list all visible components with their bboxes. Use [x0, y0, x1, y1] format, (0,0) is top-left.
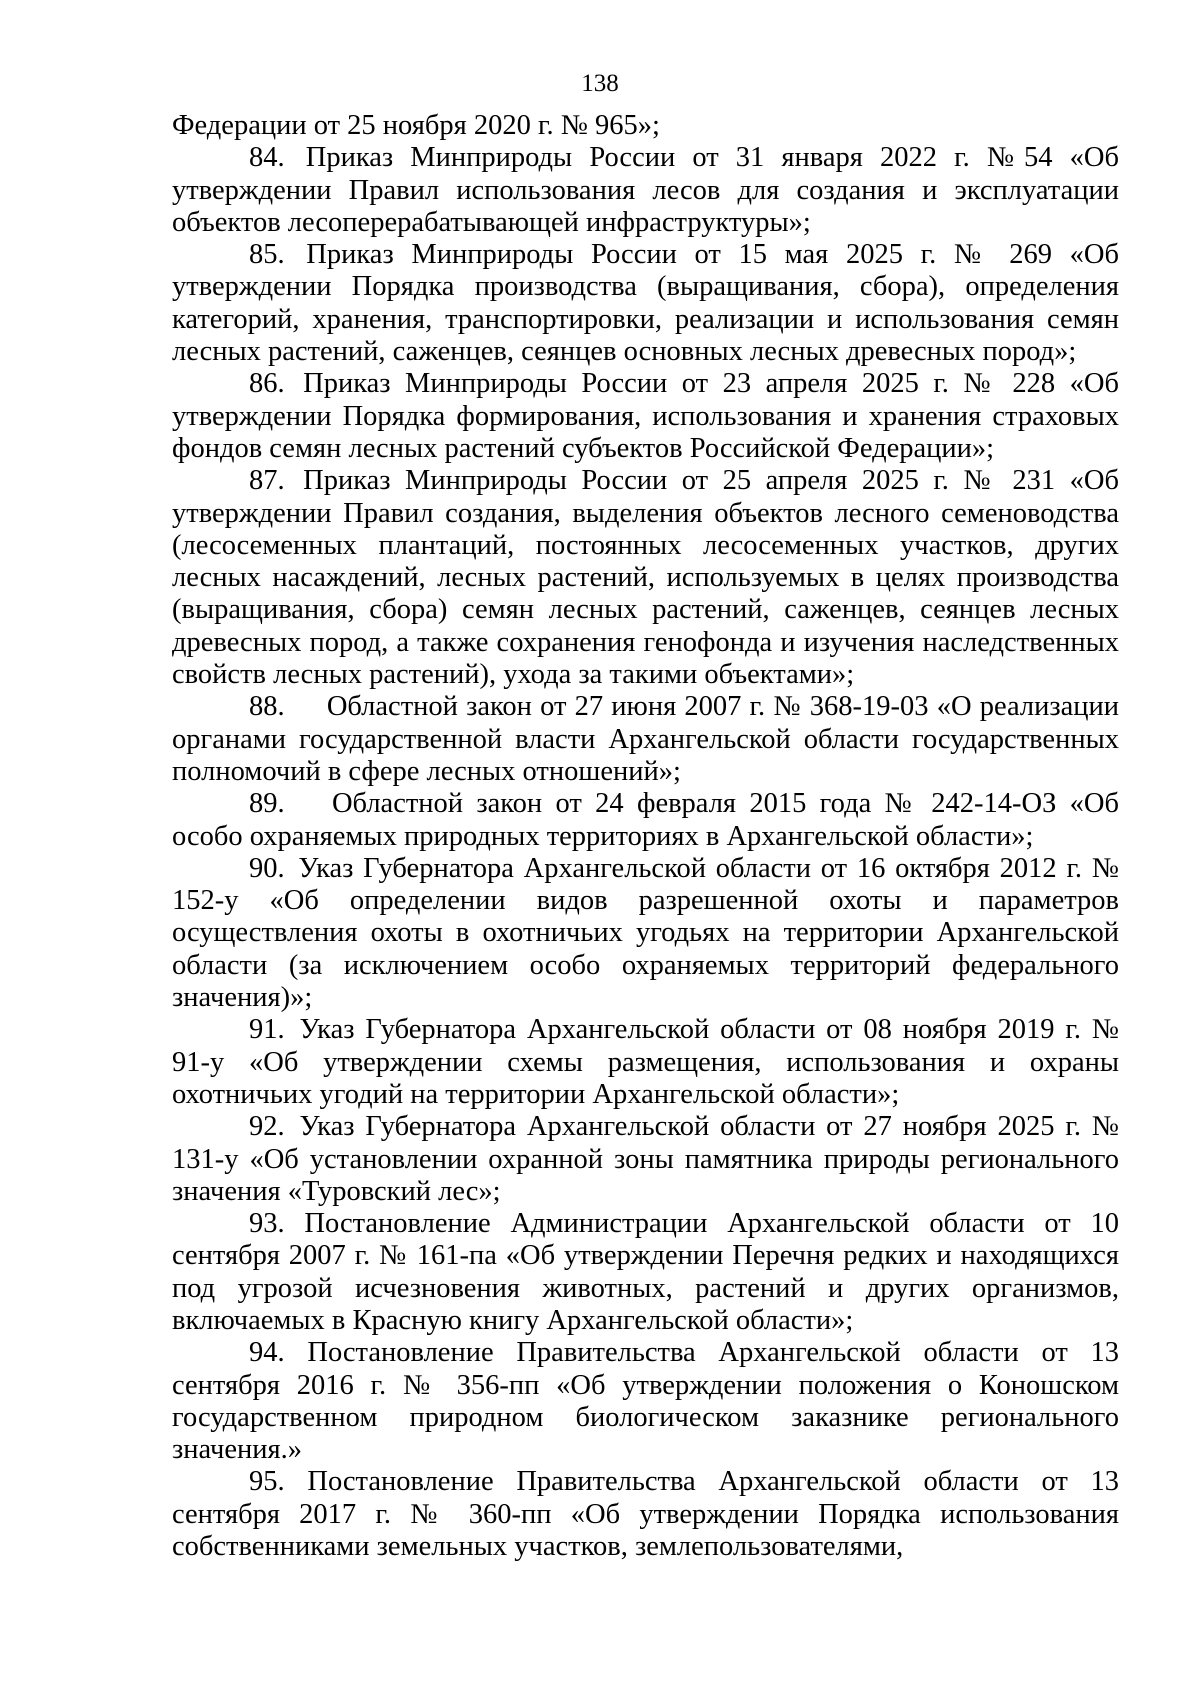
- item-text: Указ Губернатора Архангельской области от 08 ноября 2019 г. № 91-у «Об утверждении схемы размещения, использования и охраны охотничьих угодий на территории Архангельской области»;: [172, 1014, 1120, 1110]
- list-item-84: [172, 142, 1119, 239]
- list-item-88: [172, 691, 1119, 788]
- item-number: 94.: [249, 1337, 285, 1369]
- item-text: Областной закон от 24 февраля 2015 года № 242-14-ОЗ «Об особо охраняемых природных территориях в Архангельской области»;: [172, 788, 1119, 852]
- item-text: Постановление Администрации Архангельской области от 10 сентября 2007 г. № 161-па «Об утверждении Перечня редких и находящихся под угрозой исчезновения животных, растений и других организмов, включаемых в Красную книгу Архангельской области»;: [172, 1208, 1119, 1336]
- list-item-86: [172, 368, 1119, 465]
- list-item-89: [172, 788, 1119, 853]
- list-item-94: [172, 1337, 1119, 1466]
- list-item-95: [172, 1466, 1119, 1563]
- list-item-90: [172, 853, 1119, 1014]
- list-item-92: [172, 1111, 1119, 1208]
- item-number: 89.: [249, 788, 285, 820]
- item-number: 86.: [249, 368, 285, 400]
- item-text: Приказ Минприроды России от 15 мая 2025 г. № 269 «Об утверждении Порядка производства (выращивания, сбора), определения категорий, хранения, транспортировки, реализации и использования семян лесных растений, саженцев, сеянцев основных лесных древесных пород»;: [172, 239, 1120, 368]
- item-text: Указ Губернатора Архангельской области от 27 ноября 2025 г. № 131-у «Об установлении охранной зоны памятника природы регионального значения «Туровский лес»;: [172, 1111, 1120, 1207]
- item-text: Приказ Минприроды России от 25 апреля 2025 г. № 231 «Об утверждении Правил создания, выделения объектов лесного семеноводства (лесосеменных плантаций, постоянных лесосеменных участков, других лесных насаждений, лесных растений, используемых в целях производства (выращивания, сбора) семян лесных растений, саженцев, сеянцев лесных древесных пород, а также сохранения генофонда и изучения наследственных свойств лесных растений), ухода за такими объектами»;: [172, 465, 1119, 691]
- item-text: Приказ Минприроды России от 23 апреля 2025 г. № 228 «Об утверждении Порядка формирования, использования и хранения страховых фондов семян лесных растений субъектов Российской Федерации»;: [172, 368, 1119, 464]
- item-text: Указ Губернатора Архангельской области от 16 октября 2012 г. № 152-у «Об определении видов разрешенной охоты и параметров осуществления охоты в охотничьих угодьях на территории Архангельской области (за исключением особо охраняемых территорий федерального значения)»;: [172, 852, 1120, 1014]
- item-number: 88.: [249, 691, 285, 723]
- document-body: [172, 110, 1119, 1563]
- item-number: 84.: [249, 142, 285, 174]
- item-text: Областной закон от 27 июня 2007 г. № 368-19-03 «О реализации органами государственной власти Архангельской области государственных полномочий в сфере лесных отношений»;: [172, 691, 1119, 787]
- continuation-paragraph: Федерации от 25 ноября 2020 г. № 965»;: [172, 110, 660, 141]
- list-item-87: [172, 465, 1119, 691]
- list-item-85: [172, 239, 1119, 368]
- item-number: 95.: [249, 1466, 285, 1498]
- item-text: Постановление Правительства Архангельской области от 13 сентября 2017 г. № 360-пп «Об утверждении Порядка использования собственниками земельных участков, землепользователями,: [172, 1466, 1120, 1563]
- item-text: Постановление Правительства Архангельской области от 13 сентября 2016 г. № 356-пп «Об утверждении положения о Коношском государственном природном биологическом заказнике регионального значения.»: [172, 1337, 1120, 1466]
- page-number: 138: [581, 70, 619, 97]
- item-number: 92.: [249, 1111, 285, 1143]
- item-number: 91.: [249, 1014, 285, 1046]
- item-number: 85.: [249, 239, 285, 271]
- list-item-93: [172, 1208, 1119, 1337]
- item-text: Приказ Минприроды России от 31 января 2022 г. №54 «Об утверждении Правил использования лесов для создания и эксплуатации объектов лесоперерабатывающей инфраструктуры»;: [172, 142, 1120, 238]
- item-number: 87.: [249, 465, 285, 497]
- list-item-91: [172, 1014, 1119, 1111]
- item-number: 93.: [249, 1208, 285, 1240]
- item-number: 90.: [249, 852, 285, 884]
